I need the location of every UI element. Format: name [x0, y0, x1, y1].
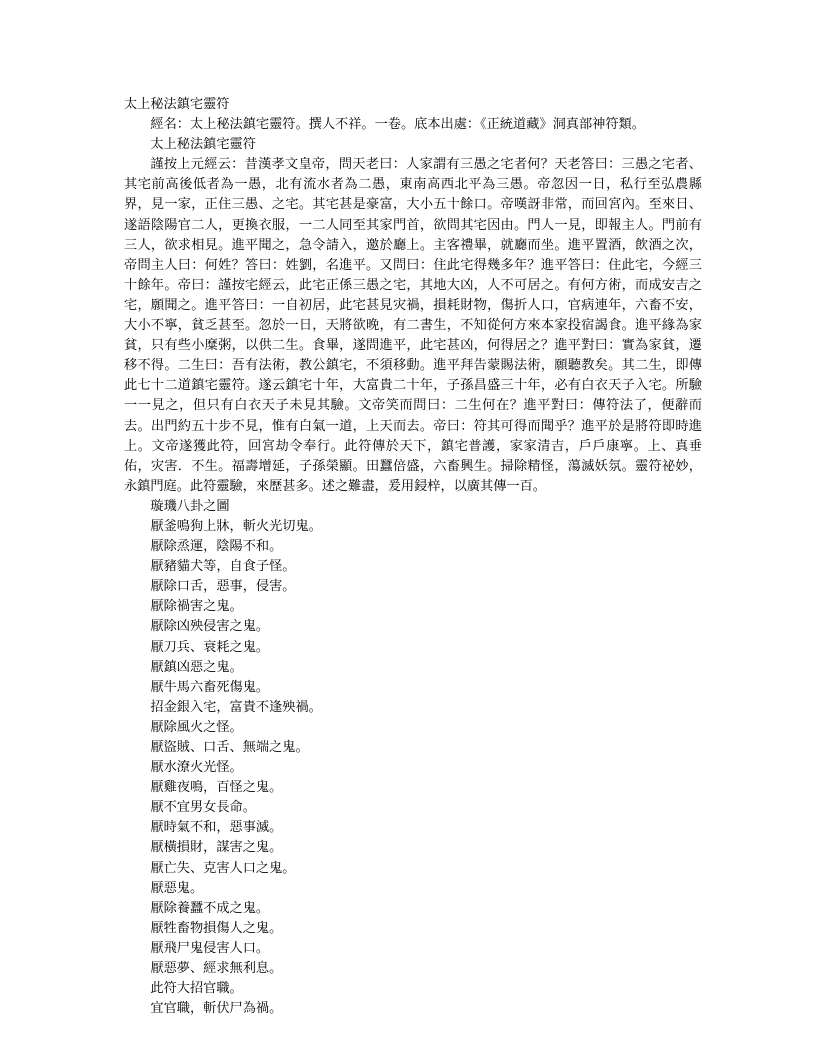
list-item: 厭惡夢、經求無利息。: [150, 960, 283, 976]
list-item: 厭牲畜物損傷人之鬼。: [150, 919, 283, 935]
list-item: 厭除養蠶不成之鬼。: [150, 899, 270, 915]
body-paragraph: 謹按上元經云：昔漢孝文皇帝，問天老曰：人家謂有三愚之宅者何？天老答曰：三愚之宅者、其宅前高後低者為一愚，北有流水者為二愚，東南高西北平為三愚。帝忽因一日，私行至弘農縣界，見一家，正住三愚、之宅。其宅甚是豪富，大小五十餘口。帝嘆訝非常，而回宮內。至來日、遂語陰陽官二人，更換衣服，一二人同至其家門首，欲問其宅因由。門人一見，即報主人。門前有三人，欲求相見。進平聞之，急令請入，邀於廳上。主客禮畢，就廳而坐。進平置酒，飲酒之次，帝問主人曰：何姓？答曰：姓劉，名進平。又問曰：住此宅得幾多年？進平答曰：住此宅，今經三十餘年。帝曰：謹按宅經云，此宅正係三愚之宅，其地大凶，人不可居之。有何方術，而成安吉之宅，願聞之。進平答曰：一自初居，此宅甚見灾禍，損耗財物，傷折人口，官病連年，六畜不安，大小不寧，貧乏甚至。忽於一日，天將欲晚，有二書生，不知從何方來本家投宿謁食。進平緣為家貧，只有些小糜粥，以供二生。食畢，遂問進平，此宅甚凶，何得居之？進平對曰：實為家貧，遷移不得。二生曰：吾有法術，教公鎮宅，不須移動。進平拜告蒙賜法術，願聽教矣。其二生，即傳此七十二道鎮宅靈符。遂云鎮宅十年，大富貴二十年，子孫昌盛三十年，必有白衣天子入宅。所驗一一見之，但只有白衣天子未見其驗。文帝笑而問曰：二生何在？進平對曰：傳符法了，便辭而去。出門約五十步不見，惟有白氣一道，上天而去。帝曰：符其可得而聞乎？進平於是將符即時進上。文帝遂獲此符，回宮劫令奉行。此符傳於天下，鎮宅普護，家家清吉，戶戶康寧。上、真垂佑，灾害．不生。福壽增延，子孫榮顯。田蠶倍盛，六畜興生。掃除精怪，蕩滅妖氛。靈符祕妙，永鎮門庭。此符靈驗，來歷甚多。述之難盡，爰用鋟梓，以廣其傳一百。: [124, 156, 702, 493]
list-item: 厭牛馬六畜死傷鬼。: [150, 678, 270, 694]
list-item: 厭刀兵、衰耗之鬼。: [150, 638, 270, 654]
list-item: 厭除禍害之鬼。: [150, 598, 243, 614]
list-item: 厭橫損財，謀害之鬼。: [150, 839, 283, 855]
list-item: 厭不宜男女長命。: [150, 799, 256, 815]
list-item: 此符大招官職。: [150, 980, 243, 996]
list-item: 厭水潦火光怪。: [150, 759, 243, 775]
list-item: 厭除口舌，惡事，侵害。: [150, 578, 296, 594]
list-item: 宜官職，斬伏尸為禍。: [150, 1000, 283, 1016]
charm-list: [124, 496, 702, 1018]
list-item: 厭釜鳴狗上牀，斬火光切鬼。: [150, 517, 322, 533]
list-item: 厭雞夜鳴，百怪之鬼。: [150, 779, 283, 795]
list-item: 厭盜賊、口舌、無端之鬼。: [150, 739, 309, 754]
list-item: 厭除烝運，陰陽不和。: [150, 538, 283, 554]
list-item: 厭鎮凶惡之鬼。: [150, 658, 243, 674]
list-item: 厭時氣不和，惡事滅。: [150, 819, 283, 835]
list-item: 厭飛尸鬼侵害人口。: [150, 939, 270, 955]
document-text-column: [124, 94, 702, 1018]
list-item: 厭除風火之怪。: [150, 718, 243, 734]
list-item: 璇璣八卦之圖: [150, 497, 230, 513]
list-item: 厭惡鬼。: [150, 879, 204, 895]
scripture-title-line: 太上秘法鎮宅靈符: [150, 136, 256, 152]
list-item: 厭除凶殃侵害之鬼。: [150, 618, 270, 634]
list-item: 招金銀入宅，富貴不逢殃禍。: [150, 698, 322, 714]
list-item: 厭亡失、克害人口之鬼。: [150, 859, 296, 875]
scripture-metadata-line: 經名：太上秘法鎮宅靈符。撰人不祥。一卷。底本出處：《正統道藏》洞真部神符類。: [150, 116, 645, 132]
list-item: 厭豬貓犬等，自食子怪。: [150, 558, 296, 574]
document-title: 太上秘法鎮宅靈符: [124, 96, 230, 111]
